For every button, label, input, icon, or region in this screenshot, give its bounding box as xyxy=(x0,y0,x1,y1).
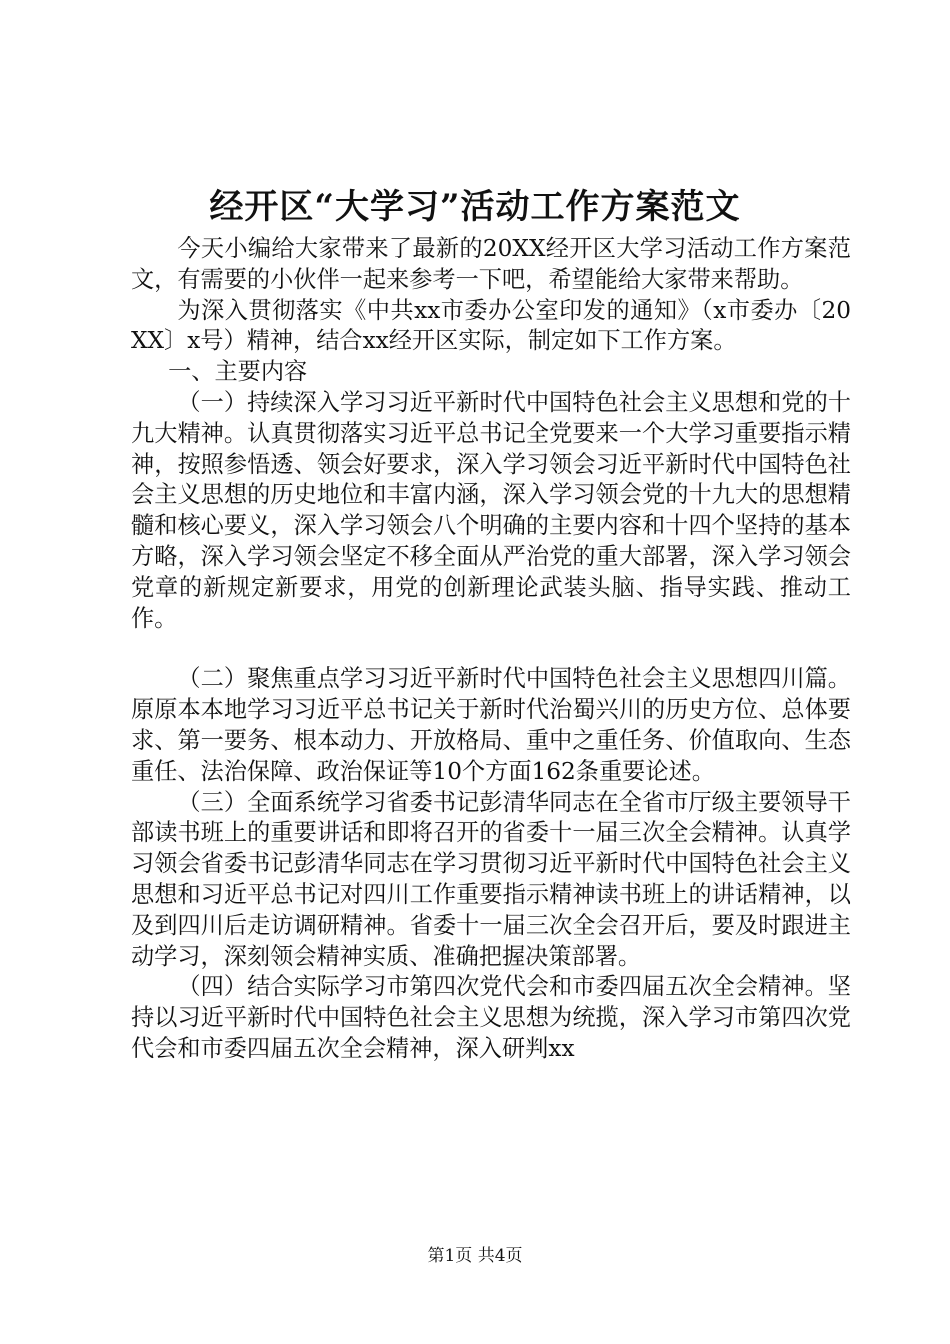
section-heading: 一、主要内容 xyxy=(168,358,308,386)
page-footer: 第1页 共4页 xyxy=(427,1246,523,1266)
item-four-paragraph: （四）结合实际学习市第四次党代会和市委四届五次全会精神。坚持以习近平新时代中国特色社会主义思想为统揽，深入学习市第四次党代会和市委四届五次全会精神，深入研判xx xyxy=(131,973,851,1062)
document-title: 经开区“大学习”活动工作方案范文 xyxy=(209,187,741,227)
document-body xyxy=(131,234,851,1065)
item-three-paragraph: （三）全面系统学习省委书记彭清华同志在全省市厅级主要领导干部读书班上的重要讲话和即将召开的省委十一届三次全会精神。认真学习领会省委书记彭清华同志在学习贯彻习近平新时代中国特色社会主义思想和习近平总书记对四川工作重要指示精神读书班上的讲话精神，以及到四川后走访调研精神。省委十一届三次全会召开后，要及时跟进主动学习，深刻领会精神实质、准确把握决策部署。 xyxy=(131,788,851,970)
item-two-paragraph: （二）聚焦重点学习习近平新时代中国特色社会主义思想四川篇。原原本本地学习习近平总书记关于新时代治蜀兴川的历史方位、总体要求、第一要务、根本动力、开放格局、重中之重任务、价值取向、生态重任、法治保障、政治保证等10个方面162条重要论述。 xyxy=(131,665,851,785)
purpose-paragraph: 为深入贯彻落实《中共xx市委办公室印发的通知》（x市委办〔20XX〕x号）精神，结合xx经开区实际，制定如下工作方案。 xyxy=(131,296,851,355)
intro-paragraph: 今天小编给大家带来了最新的20XX经开区大学习活动工作方案范文，有需要的小伙伴一起来参考一下吧，希望能给大家带来帮助。 xyxy=(131,235,851,293)
item-one-paragraph: （一）持续深入学习习近平新时代中国特色社会主义思想和党的十九大精神。认真贯彻落实习近平总书记全党要来一个大学习重要指示精神，按照参悟透、领会好要求，深入学习领会习近平新时代中国特色社会主义思想的历史地位和丰富内涵，深入学习领会党的十九大的思想精髓和核心要义，深入学习领会八个明确的主要内容和十四个坚持的基本方略，深入学习领会坚定不移全面从严治党的重大部署，深入学习领会党章的新规定新要求，用党的创新理论武装头脑、指导实践、推动工作。 xyxy=(131,388,851,632)
